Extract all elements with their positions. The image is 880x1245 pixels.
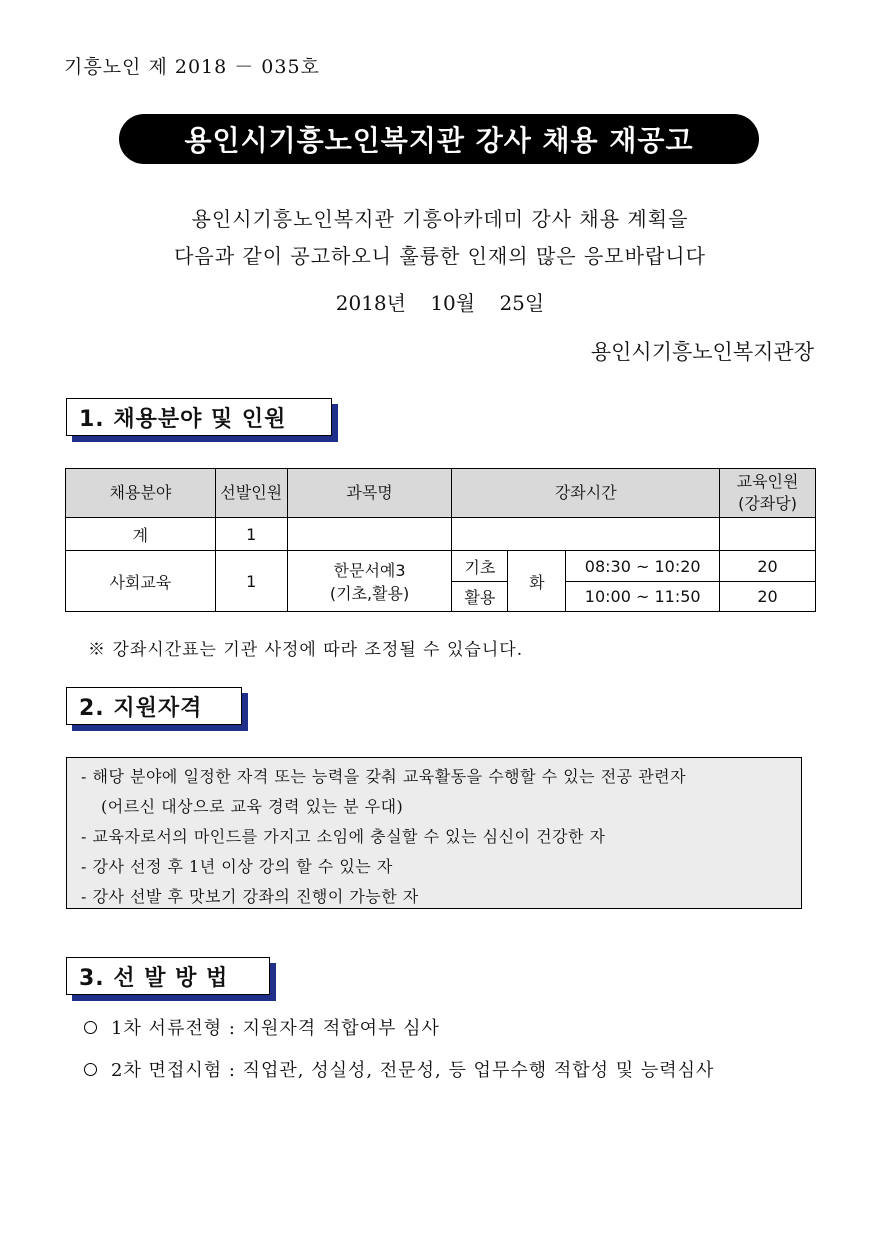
- total-label: 계: [66, 518, 216, 551]
- section-2-heading-block: [66, 687, 248, 727]
- session-day: 화: [508, 551, 566, 612]
- intro-line-1: 용인시기흥노인복지관 기흥아카데미 강사 채용 계획을: [191, 207, 689, 231]
- qualification-item: - 강사 선정 후 1년 이상 강의 할 수 있는 자: [81, 857, 393, 876]
- header-field: 채용분야: [66, 469, 216, 518]
- session-time: 10:00 ~ 11:50: [566, 582, 720, 612]
- selection-step: [84, 1014, 440, 1040]
- session-time: 08:30 ~ 10:20: [566, 551, 720, 582]
- table-row: [66, 551, 816, 582]
- notice-title-banner: [119, 114, 759, 164]
- header-count: 선발인원: [215, 469, 287, 518]
- recruitment-table: [65, 468, 816, 612]
- document-number: 기흥노인 제 2018 － 035호: [64, 56, 320, 78]
- circle-bullet-icon: [84, 1063, 97, 1076]
- section-2-heading: 2. 지원자격: [66, 687, 242, 725]
- section-3-heading-block: [66, 957, 276, 997]
- total-count: 1: [215, 518, 287, 551]
- header-capacity-line1: 교육인원: [736, 472, 799, 491]
- session-level: 기초: [452, 551, 508, 582]
- selection-step-text: 2차 면접시험 : 직업관, 성실성, 전문성, 등 업무수행 적합성 및 능력심사: [111, 1060, 715, 1081]
- header-subject: 과목명: [287, 469, 452, 518]
- issuing-organization: 용인시기흥노인복지관장: [590, 340, 814, 364]
- section-3-heading: 3. 선 발 방 법: [66, 957, 270, 995]
- header-capacity: [720, 469, 816, 518]
- qualification-item: - 교육자로서의 마인드를 가지고 소임에 충실할 수 있는 심신이 건강한 자: [81, 827, 606, 846]
- session-capacity: 20: [720, 551, 816, 582]
- row-subject-line1: 한문서예3: [333, 561, 406, 580]
- qualification-item: - 강사 선발 후 맛보기 강좌의 진행이 가능한 자: [81, 887, 419, 906]
- header-capacity-line2: (강좌당): [738, 494, 797, 513]
- circle-bullet-icon: [84, 1021, 97, 1034]
- row-count: 1: [215, 551, 287, 612]
- notice-title: 용인시기흥노인복지관 강사 채용 재공고: [184, 124, 694, 157]
- intro-line-2: 다음과 같이 공고하오니 훌륭한 인재의 많은 응모바랍니다: [174, 244, 706, 268]
- session-level: 활용: [452, 582, 508, 612]
- section-1-heading: 1. 채용분야 및 인원: [66, 398, 332, 436]
- notice-date: 2018년 10월 25일: [335, 291, 545, 315]
- qualification-item: (어르신 대상으로 교육 경력 있는 분 우대): [101, 797, 404, 816]
- section-1-heading-block: [66, 398, 338, 438]
- selection-step: [84, 1056, 714, 1082]
- schedule-note: ※ 강좌시간표는 기관 사정에 따라 조정될 수 있습니다.: [88, 640, 524, 660]
- header-time: 강좌시간: [452, 469, 720, 518]
- row-field: 사회교육: [66, 551, 216, 612]
- table-row-total: [66, 518, 816, 551]
- row-subject: [287, 551, 452, 612]
- qualifications-box: [66, 757, 802, 909]
- selection-step-text: 1차 서류전형 : 지원자격 적합여부 심사: [111, 1018, 440, 1039]
- row-subject-line2: (기초,활용): [329, 584, 410, 603]
- session-capacity: 20: [720, 582, 816, 612]
- qualification-item: - 해당 분야에 일정한 자격 또는 능력을 갖춰 교육활동을 수행할 수 있는 전공 관련자: [81, 767, 687, 786]
